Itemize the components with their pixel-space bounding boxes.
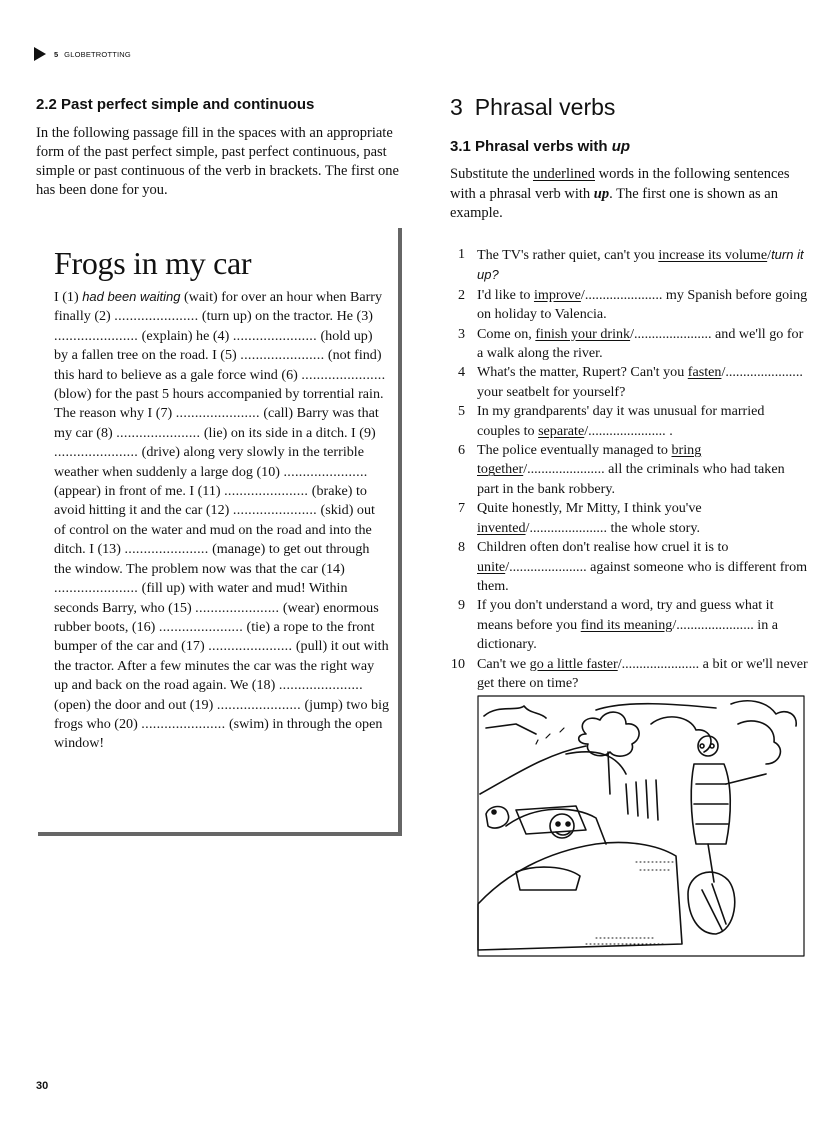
answer-blank-14[interactable]: ...................... [54, 580, 139, 597]
section-2-2-title: 2.2 Past perfect simple and continuous [36, 96, 315, 113]
exercise-text: The police eventually managed to bring together/...................... all the criminals who had taken part in the bank robbery. [477, 442, 785, 497]
underlined-phrase: invented [477, 519, 526, 536]
intro-part-a: Substitute the [450, 166, 533, 182]
exercise-number: 6 [457, 442, 465, 459]
story-text-segment: (appear) in front of me. I (11) [54, 483, 225, 500]
answer-blank-6[interactable]: ...................... [301, 366, 386, 383]
exercise-text-pre: Children often don't realise how cruel it is to [477, 539, 729, 556]
box-shadow-bottom [38, 832, 402, 836]
exercise-text-post: a bit or we'll never get there on time? [477, 655, 808, 691]
exercise-text: The TV's rather quiet, can't you increase its volume/turn it up? [477, 247, 804, 283]
intro-part-b: words in the following sentences with a phrasal verb with [450, 166, 790, 202]
exercise-number: 2 [457, 286, 465, 303]
story-text-segment: (lie) on its side in a ditch. I (9) [200, 424, 376, 441]
intro-part-c: . The first one is shown as an example. [450, 185, 778, 221]
story-text-segment: (swim) in through the open window! [54, 715, 383, 752]
intro-word: up [593, 185, 610, 202]
story-text-segment: (pull) it out with the tractor. After a few minutes the car was the right way up and back on the road again. We (18) [54, 638, 389, 694]
answer-blank-5[interactable]: ...................... [240, 347, 325, 364]
answer-blank-16[interactable]: ...................... [158, 618, 244, 635]
answer-blank-9[interactable]: ...................... [54, 444, 139, 461]
chapter-name: Phrasal verbs [474, 94, 616, 120]
answer-blank-18[interactable]: ...................... [278, 677, 363, 694]
answer-blank[interactable]: ...................... [634, 325, 712, 342]
example-answer: had been waiting [82, 289, 181, 304]
exercise-text-pre: Come on, [477, 325, 536, 342]
exercise-text-post: in a dictionary. [477, 616, 779, 653]
story-text-segment: I (1) [54, 289, 83, 305]
section-3-1-prefix: 3.1 Phrasal verbs with [450, 138, 612, 155]
underlined-phrase: separate [538, 422, 585, 439]
exercise-number: 8 [457, 539, 465, 556]
answer-blank-17[interactable]: ...................... [208, 638, 293, 655]
exercise-number: 10 [450, 655, 465, 672]
exercise-number: 5 [457, 403, 465, 420]
example-answer: turn it up? [477, 247, 804, 283]
exercise-item [444, 325, 810, 364]
answer-blank[interactable]: ...................... [509, 558, 587, 575]
story-text-segment: (explain) he (4) [138, 327, 233, 344]
story-text-segment: (jump) two big frogs who (20) [54, 696, 390, 732]
exercise-text-post: the whole story. [606, 519, 700, 536]
exercise-number: 7 [457, 500, 465, 517]
box-shadow-right [398, 228, 402, 836]
answer-blank[interactable]: ...................... [621, 655, 700, 672]
answer-blank-12[interactable]: ...................... [232, 502, 317, 519]
section-name: GLOBETROTTING [64, 49, 131, 59]
exercise-text-pre: Can't we [477, 655, 530, 672]
answer-blank[interactable]: ...................... [527, 461, 605, 478]
exercise-text-post: your seatbelt for yourself? [477, 383, 626, 400]
exercise-text-post: and we'll go for a walk along the river. [477, 325, 804, 362]
exercise-number: 3 [457, 325, 465, 342]
story-text-segment: (turn up) on the tractor. He (3) [198, 308, 373, 325]
answer-blank-3[interactable]: ...................... [54, 327, 139, 344]
answer-blank[interactable]: ...................... [676, 616, 754, 633]
section-3-1-word: up [611, 138, 631, 155]
underlined-phrase: finish your drink [535, 325, 631, 342]
exercise-item [444, 402, 810, 441]
exercise-text: Can't we go a little faster/...................... a bit or we'll never get there on time? [477, 655, 808, 691]
story-text-segment: (hold up) by a fallen tree on the road. I (5) [54, 327, 373, 364]
answer-blank[interactable]: ...................... [529, 519, 607, 536]
exercise-text-pre: What's the matter, Rupert? Can't you [477, 364, 688, 381]
story-text-segment: (open) the door and out (19) [54, 696, 217, 713]
story-text-segment: (wait) for over an hour when Barry finally (2) [54, 289, 383, 325]
section-2-2-instructions: In the following passage fill in the spaces with an appropriate form of the past perfect simple, past perfect continuous, past simple or past continuous of the verb in brackets. The first one has been done for you. [36, 125, 399, 198]
exercise-text: If you don't understand a word, try and guess what it means before you find its meaning/...................... in a dictionary. [477, 597, 779, 653]
story-passage [54, 287, 390, 754]
exercise-text-post: . [665, 422, 673, 439]
exercise-text: Children often don't realise how cruel it is to unite/...................... against someone who is different from them. [477, 539, 808, 594]
exercise-text-post: against someone who is different from them. [477, 558, 808, 594]
underlined-phrase: go a little faster [529, 655, 618, 672]
exercise-text-post: all the criminals who had taken part in the bank robbery. [477, 461, 785, 497]
triangle-marker-icon [34, 47, 46, 61]
answer-blank-8[interactable]: ...................... [116, 424, 201, 441]
exercise-text-pre: The TV's rather quiet, can't you [477, 247, 659, 263]
story-text-segment: (brake) to avoid hitting it and the car (12) [54, 483, 367, 519]
intro-underlined: underlined [532, 166, 595, 182]
exercise-item [444, 538, 810, 596]
exercise-text: I'd like to improve/...................... my Spanish before going on holiday to Valencia. [477, 286, 808, 323]
exercise-text: What's the matter, Rupert? Can't you fasten/...................... your seatbelt for yourself? [477, 364, 803, 400]
car-tractor-cartoon-icon [476, 694, 806, 958]
exercise-text: In my grandparents' day it was unusual for married couples to separate/...................... . [477, 403, 765, 439]
answer-blank[interactable]: ...................... [584, 286, 663, 303]
answer-blank[interactable]: ...................... [725, 364, 803, 381]
story-text-segment: (wear) enormous rubber boots, (16) [54, 599, 379, 635]
underlined-phrase: unite [477, 558, 506, 575]
unit-number: 5 [54, 49, 59, 59]
exercise-number: 1 [457, 246, 465, 262]
page-number: 30 [36, 1080, 49, 1092]
story-title: Frogs in my car [54, 245, 252, 281]
exercise-item [444, 499, 810, 538]
story-text-segment: (blow) for the past 5 hours accompanied by torrential rain. The reason why I (7) [54, 386, 384, 422]
chapter-number: 3 [450, 94, 463, 120]
answer-blank-4[interactable]: ...................... [232, 327, 317, 344]
answer-blank-15[interactable]: ...................... [195, 599, 280, 616]
exercise-text-pre: In my grandparents' day it was unusual for married couples to [477, 403, 765, 439]
exercise-item [444, 286, 810, 325]
section-3-1-instructions [450, 165, 805, 224]
answer-blank[interactable]: ...................... [588, 422, 666, 439]
answer-blank-20[interactable]: ...................... [141, 715, 226, 732]
example-answer-wrap [82, 289, 180, 305]
story-text-segment: (fill up) with water and mud! Within seconds Barry, who (15) [54, 580, 348, 616]
exercise-number: 4 [457, 364, 465, 381]
story-text-segment: (drive) along very slowly in the terrible weather when suddenly a large dog (10) [54, 444, 364, 480]
answer-blank-19[interactable]: ...................... [216, 696, 301, 713]
underlined-phrase: fasten [687, 364, 722, 381]
section-3-1-title [450, 138, 630, 155]
exercise-text-pre: The police eventually managed to [477, 442, 672, 459]
answer-blank-11[interactable]: ...................... [224, 483, 309, 500]
exercise-text-pre: If you don't understand a word, try and guess what it means before you [477, 597, 774, 633]
underlined-phrase: find its meaning [580, 616, 673, 633]
answer-blank-10[interactable]: ...................... [283, 463, 368, 480]
underlined-phrase: improve [533, 286, 581, 303]
exercise-item [444, 596, 810, 654]
story-text-segment: (tie) a rope to the front bumper of the car and (17) [54, 618, 375, 655]
exercise-text-pre: Quite honestly, Mr Mitty, I think you've [477, 500, 702, 517]
exercise-list [444, 245, 810, 693]
exercise-text: Quite honestly, Mr Mitty, I think you've invented/...................... the whole story. [477, 500, 702, 536]
chapter-title [450, 94, 615, 121]
exercise-item [444, 245, 810, 286]
exercise-item [444, 441, 810, 499]
underlined-phrase: bring together [477, 442, 702, 478]
answer-blank-2[interactable]: ...................... [114, 308, 199, 325]
story-text-segment: (manage) to get out through the window. The problem now was that the car (14) [54, 541, 370, 577]
exercise-item [444, 363, 810, 402]
exercise-text-post: my Spanish before going on holiday to Valencia. [477, 286, 808, 323]
answer-blank-7[interactable]: ...................... [175, 405, 260, 422]
exercise-text-pre: I'd like to [477, 286, 534, 303]
story-text-segment: (not find) this hard to believe as a gale force wind (6) [54, 347, 382, 383]
exercise-number: 9 [457, 597, 465, 614]
exercise-text: Come on, finish your drink/...................... and we'll go for a walk along the river. [477, 325, 804, 362]
exercise-item [444, 655, 810, 694]
story-text-segment: (call) Barry was that my car (8) [54, 405, 379, 441]
story-text-segment: (skid) out of control on the water and mud on the road and into the ditch. I (13) [54, 502, 375, 558]
answer-blank-13[interactable]: ...................... [124, 541, 209, 558]
underlined-phrase: increase its volume [658, 247, 768, 263]
running-header [34, 44, 131, 64]
